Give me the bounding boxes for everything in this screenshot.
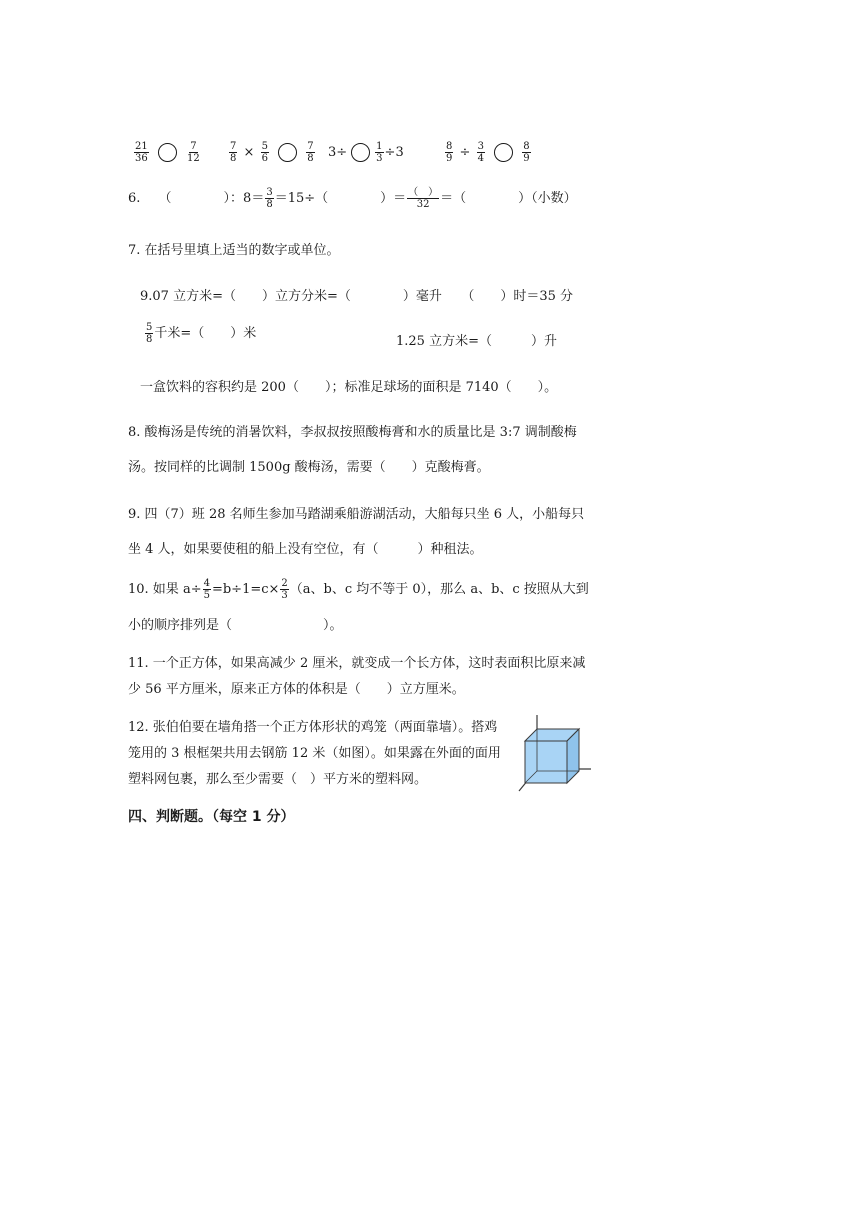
question-12-line-2: 笼用的 3 根框架共用去钢筋 12 米（如图）。如果露在外面的面用 [128,746,501,761]
question-7-title: 7. 在括号里填上适当的数字或单位。 [128,243,340,258]
compare-item-3: 3÷ $\frac{1}{3}$ ÷3 [328,141,404,164]
question-8-line-1: 8. 酸梅汤是传统的消暑饮料，李叔叔按照酸梅膏和水的质量比是 3:7 调制酸梅 [128,425,577,440]
section-4-heading: 四、判断题。（每空 1 分） [128,809,295,825]
question-7-line-2b: 1.25 立方米=（ ）升 [396,334,557,349]
question-9-line-1: 9. 四（7）班 28 名师生参加马踏湖乘船游湖活动，大船每只坐 6 人，小船每只 [128,507,585,522]
question-11-line-2: 少 56 平方厘米，原来正方体的体积是（ ）立方厘米。 [128,682,465,697]
answer-circle[interactable] [351,143,370,162]
fraction: $\frac{3}{4}$ [477,141,484,164]
fraction: $\frac{7}{8}$ [230,141,237,164]
cube-figure [515,713,595,795]
fraction: $\frac{7}{12}$ [187,141,200,164]
fraction: $\frac{5}{6}$ [261,141,268,164]
compare-item-4: $\frac{8}{9}$ ÷ $\frac{3}{4}$ $\frac{8}{9}$ [446,141,530,164]
question-8-line-2: 汤。按同样的比调制 1500g 酸梅汤，需要（ ）克酸梅膏。 [128,460,490,475]
question-11-line-1: 11. 一个正方体，如果高减少 2 厘米，就变成一个长方体，这时表面积比原来减 [128,656,586,671]
compare-item-1 [133,141,202,164]
fraction: $\frac{4}{5}$ [203,578,210,601]
question-12-line-3: 塑料网包裹，那么至少需要（ ）平方米的塑料网。 [128,772,428,787]
question-12-line-1: 12. 张伯伯要在墙角搭一个正方体形状的鸡笼（两面靠墙）。搭鸡 [128,720,498,735]
fraction: $\frac{1}{3}$ [376,141,383,164]
question-9-line-2: 坐 4 人，如果要使租的船上没有空位，有（ ）种租法。 [128,542,483,557]
fraction: $\frac{2}{3}$ [281,578,288,601]
compare-item-2: $\frac{7}{8}$ × $\frac{5}{6}$ $\frac{7}{8}$ [230,141,314,164]
fraction: $\frac{( )}{32}$ [408,187,439,210]
answer-circle[interactable] [494,143,513,162]
question-10-line-1: 10. 如果 a÷ $\frac{4}{5}$ =b÷1=c× $\frac{2}{3}$ （a、b、c 均不等于 0），那么 a、b、c 按照从大到 [128,578,589,601]
question-6: 6. （ ）：8＝ $\frac{3}{8}$ ＝15÷（ ）＝ $\frac{( )}{32}$ ＝（ ）（小数） [128,187,577,210]
fraction: $\frac{21}{36}$ [135,141,148,164]
answer-circle[interactable] [158,143,177,162]
fraction: $\frac{8}{9}$ [446,141,453,164]
fraction: $\frac{8}{9}$ [523,141,530,164]
fraction: $\frac{3}{8}$ [266,187,273,210]
question-7-line-1: 9.07 立方米=（ ）立方分米=（ ）毫升 （ ）时＝35 分 [140,289,574,304]
question-7-line-3: 一盒饮料的容积约是 200（ ）；标准足球场的面积是 7140（ ）。 [140,380,558,395]
answer-circle[interactable] [278,143,297,162]
fraction: $\frac{7}{8}$ [307,141,314,164]
question-7-line-2a: $\frac{5}{8}$ 千米=（ ）米 [146,322,257,345]
fraction: $\frac{5}{8}$ [146,322,153,345]
question-10-line-2: 小的顺序排列是（ ）。 [128,618,343,633]
